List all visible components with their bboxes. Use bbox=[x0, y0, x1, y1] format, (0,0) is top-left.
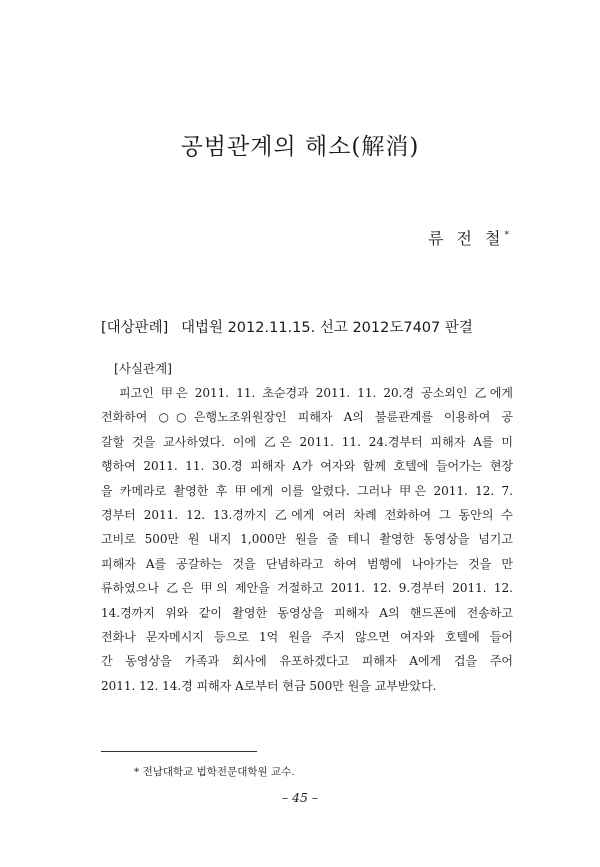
page-number: – 45 – bbox=[281, 790, 319, 805]
paragraph-line: 피해자 A를 공갈하는 것을 단념하라고 하여 범행에 나아가는 것을 만 bbox=[101, 556, 513, 571]
author-footnote-marker: * bbox=[504, 230, 509, 241]
footnote-divider bbox=[101, 751, 257, 752]
paragraph-line: 행하여 2011. 11. 30.경 피해자 A가 여자와 함께 호텔에 들어가는 현장 bbox=[101, 459, 513, 474]
paragraph-line: 을 카메라로 촬영한 후 甲에게 이를 알렸다. 그러나 甲은 2011. 12. 7. bbox=[101, 483, 513, 498]
author-line bbox=[428, 226, 509, 249]
paragraph-line: 전화하여 ○○은행노조위원장인 피해자 A의 불륜관계를 이용하여 공 bbox=[101, 410, 513, 425]
paragraph-line: 류하였으나 乙은 甲의 제안을 거절하고 2011. 12. 9.경부터 2011. 12. bbox=[101, 581, 513, 596]
section-heading-facts: [사실관계] bbox=[114, 361, 173, 376]
case-reference-text: 대법원 2012.11.15. 선고 2012도7407 판결 bbox=[180, 320, 473, 336]
paragraph-line: 14.경까지 위와 같이 촬영한 동영상을 피해자 A의 핸드폰에 전송하고 bbox=[101, 605, 513, 620]
case-reference bbox=[101, 316, 473, 337]
paper-title: 공범관계의 해소(解消) bbox=[180, 134, 420, 160]
facts-paragraph bbox=[101, 381, 513, 698]
paragraph-line: 경부터 2011. 12. 13.경까지 乙에게 여러 차례 전화하여 그 동안의 수 bbox=[101, 507, 513, 522]
paragraph-line: 고비로 500만 원 내지 1,000만 원을 줄 테니 촬영한 동영상을 넘기고 bbox=[101, 532, 513, 547]
case-reference-label: [대상판례] bbox=[101, 320, 169, 336]
paragraph-line: 피고인 甲은 2011. 11. 초순경과 2011. 11. 20.경 공소외인 乙에게 bbox=[119, 386, 513, 400]
paragraph-line: 간 동영상을 가족과 회사에 유포하겠다고 피해자 A에게 겁을 주어 bbox=[101, 654, 513, 669]
footnote: * 전남대학교 법학전문대학원 교수. bbox=[134, 766, 295, 778]
paragraph-line: 2011. 12. 14.경 피해자 A로부터 현금 500만 원을 교부받았다. bbox=[101, 678, 437, 693]
paragraph-line: 갈할 것을 교사하였다. 이에 乙은 2011. 11. 24.경부터 피해자 A를 미 bbox=[101, 434, 513, 449]
paragraph-line: 전화나 문자메시지 등으로 1억 원을 주지 않으면 여자와 호텔에 들어 bbox=[101, 629, 513, 644]
author-name: 류 전 철 bbox=[427, 229, 505, 248]
